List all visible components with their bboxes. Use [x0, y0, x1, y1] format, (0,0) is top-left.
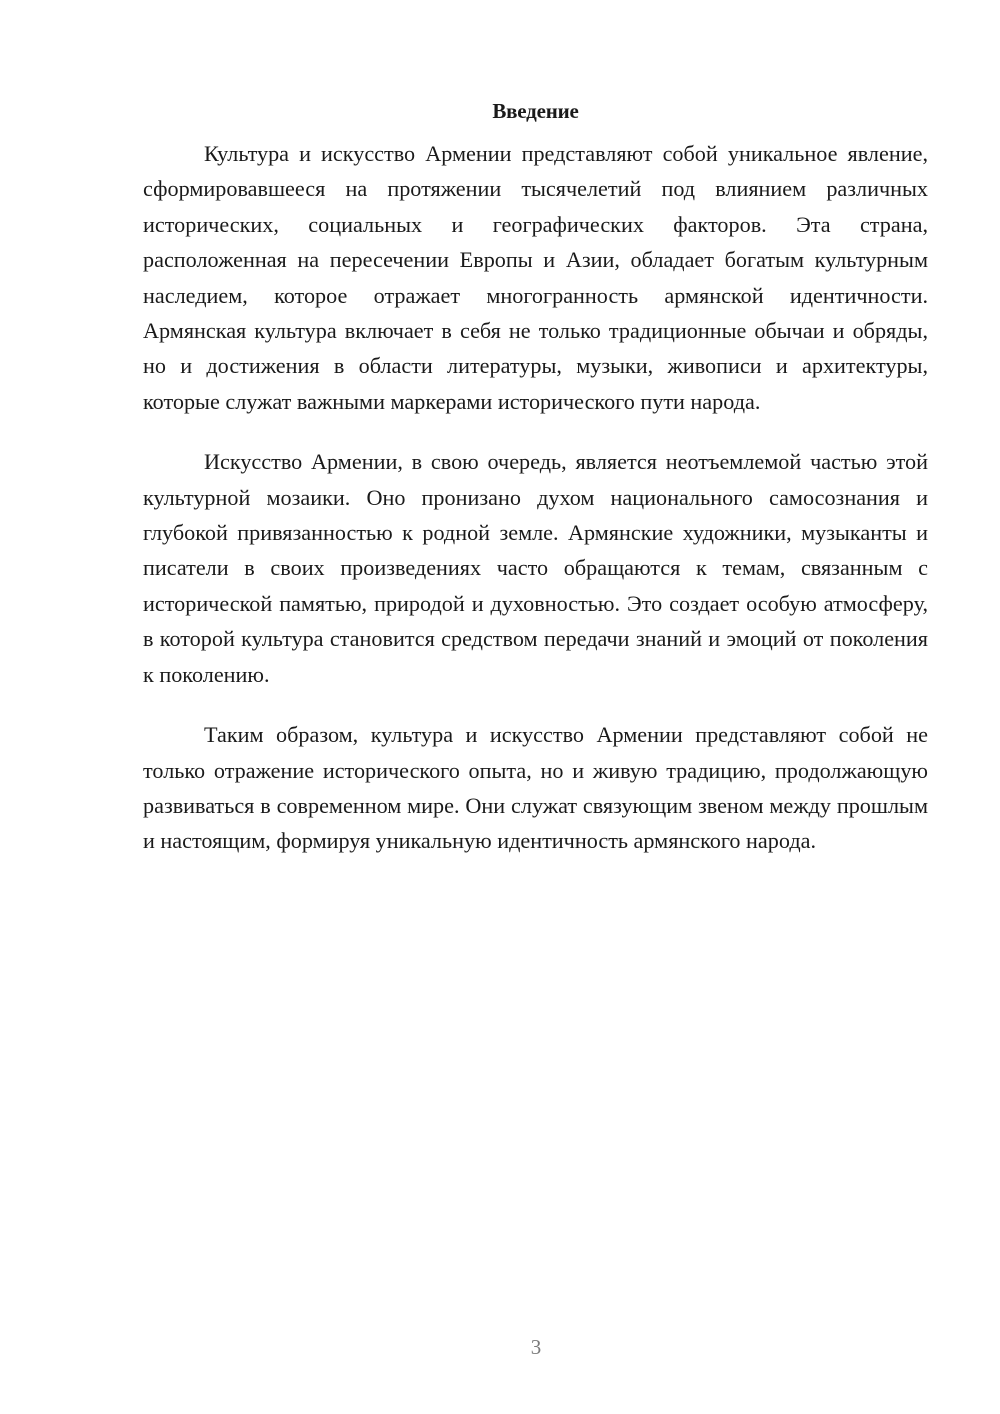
paragraph-3: Таким образом, культура и искусство Армении представляют собой не только отражение исторического опыта, но и живую традицию, продолжающую развиваться в современном мире. Они служат связующим звеном между прошлым и настоящим, формируя уникальную идентичность армянского народа.: [143, 722, 928, 854]
paragraph-2: Искусство Армении, в свою очередь, является неотъемлемой частью этой культурной мозаики. Оно пронизано духом национального самосознания и глубокой привязанностью к родной земле. Армянские художники, музыканты и писатели в своих произведениях часто обращаются к темам, связанным с исторической памятью, природой и духовностью. Это создает особую атмосферу, в которой культура становится средством передачи знаний и эмоций от поколения к поколению.: [143, 449, 928, 687]
paragraph-1: Культура и искусство Армении представляют собой уникальное явление, сформировавшееся на протяжении тысячелетий под влиянием различных исторических, социальных и географических факторов. Эта страна, расположенная на пересечении Европы и Азии, обладает богатым культурным наследием, которое отражает многогранность армянской идентичности. Армянская культура включает в себя не только традиционные обычаи и обряды, но и достижения в области литературы, музыки, живописи и архитектуры, которые служат важными маркерами исторического пути народа.: [143, 141, 928, 414]
page-number: 3: [530, 1335, 542, 1359]
page-content: [143, 98, 928, 884]
section-heading: Введение: [492, 99, 579, 123]
